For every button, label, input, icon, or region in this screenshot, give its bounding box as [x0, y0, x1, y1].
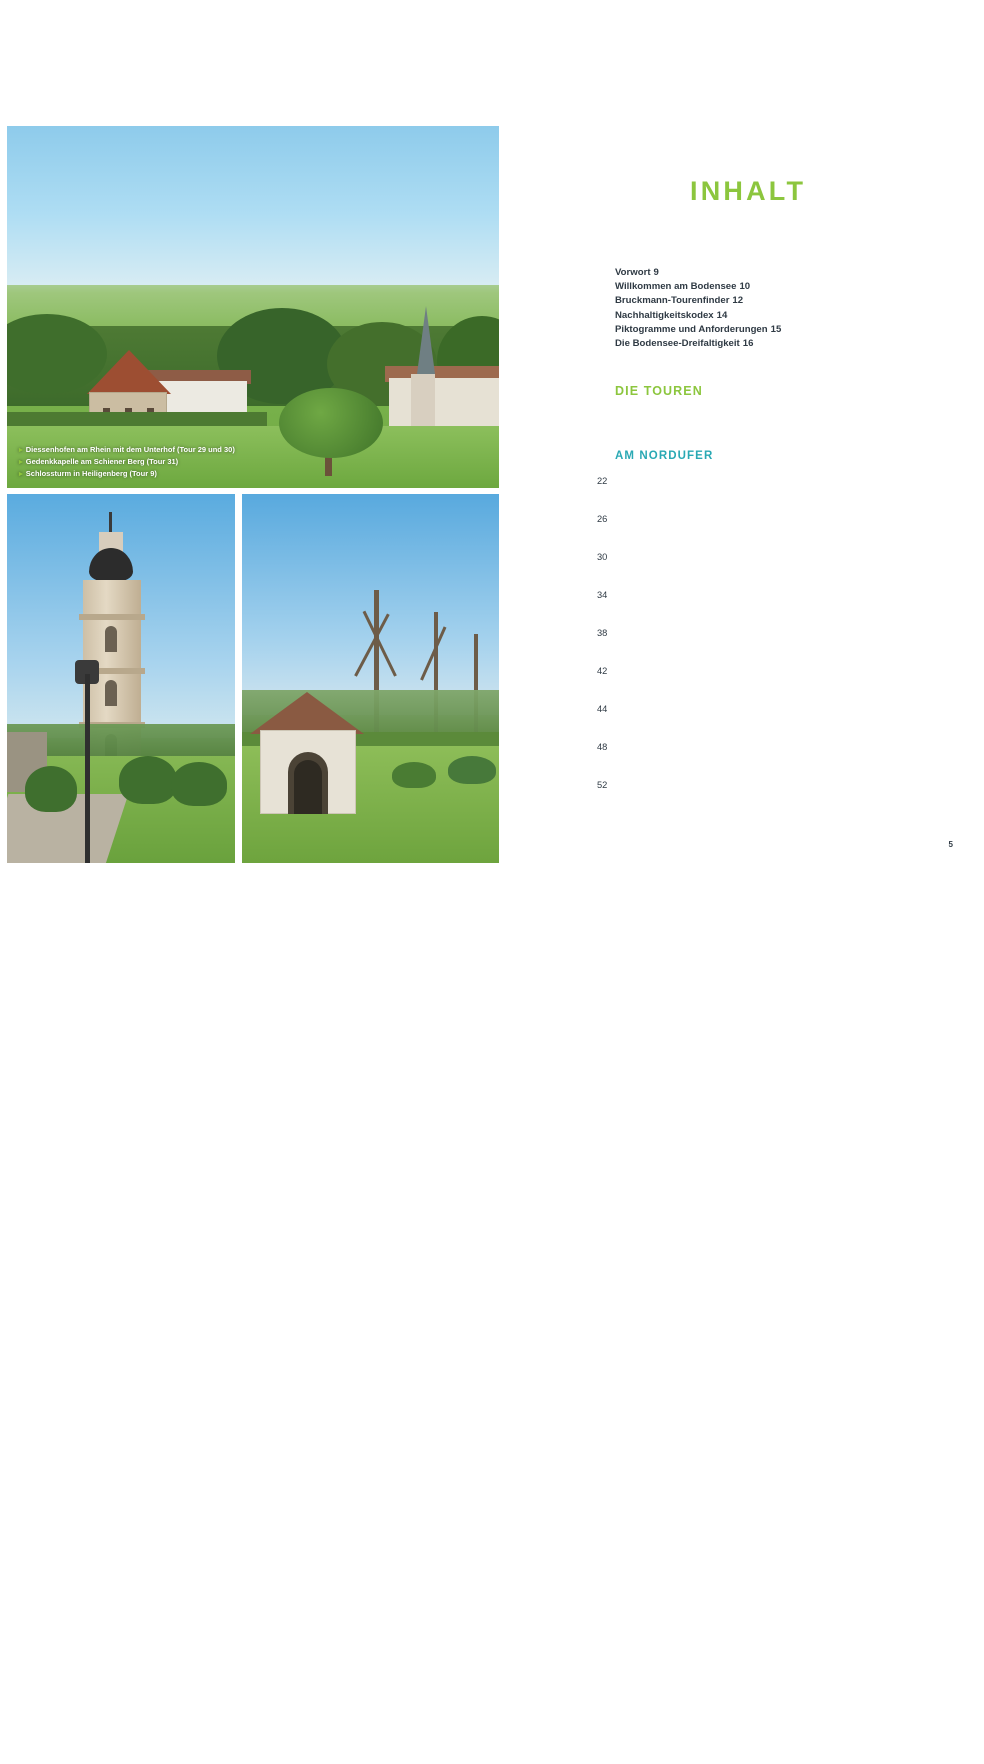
caption-line: ▸ Schlossturm in Heiligenberg (Tour 9): [19, 469, 157, 478]
cornice: [79, 614, 145, 620]
tour-page: 30: [597, 552, 984, 1536]
page-title: INHALT: [690, 176, 807, 206]
bush: [171, 762, 227, 806]
tour-page: 42: [597, 666, 984, 1650]
tour-page: 52: [597, 780, 984, 1764]
window: [105, 626, 117, 652]
photo-heiligenberg-tower: [7, 494, 235, 863]
tour-list: [597, 476, 917, 818]
toc-entry-label: Vorwort: [615, 267, 651, 278]
toc-entry[interactable]: [615, 337, 935, 351]
tour-page: 38: [597, 628, 984, 1612]
toc-entry-label: Nachhaltigkeitskodex: [615, 309, 714, 321]
toc-entry-label: Willkommen am Bodensee: [615, 281, 737, 293]
toc-entry[interactable]: [615, 280, 935, 294]
bush: [392, 762, 436, 788]
bush: [119, 756, 177, 804]
tour-page: 26: [597, 514, 984, 1498]
photo-captions: [7, 438, 245, 488]
tour-entry[interactable]: [597, 666, 917, 704]
toc-entry-label: Die Bodensee-Dreifaltigkeit: [615, 338, 740, 350]
tour-entry[interactable]: [597, 704, 917, 742]
tour-entry[interactable]: [597, 780, 917, 818]
sky: [242, 494, 499, 715]
church-spire: [417, 306, 435, 374]
toc-entry-page: 16: [742, 338, 754, 350]
page-folio: 5: [948, 840, 953, 849]
caption-line: ▸ Diessenhofen am Rhein mit dem Unterhof (Tour 29 und 30): [19, 445, 235, 454]
photo-diessenhofen: [7, 126, 499, 488]
toc-entry[interactable]: [615, 266, 935, 280]
front-matter-list: [615, 266, 935, 351]
toc-entry[interactable]: [615, 309, 935, 323]
section-heading-touren: DIE TOUREN: [615, 384, 703, 398]
bush: [25, 766, 77, 812]
tour-entry[interactable]: [597, 476, 917, 514]
tree-crown: [279, 388, 383, 458]
section-heading-norufer: AM NORDUFER: [615, 450, 714, 462]
window: [105, 680, 117, 706]
right-toc-page: [499, 126, 977, 863]
sky: [7, 126, 499, 285]
chapel-doorway: [294, 760, 322, 814]
toc-entry-page: 10: [739, 281, 751, 293]
bullet-icon: ▸: [19, 469, 23, 478]
photo-gedenkkapelle: [242, 494, 499, 863]
toc-entry-page: 12: [732, 295, 744, 307]
tour-page: 48: [597, 742, 984, 1726]
left-photo-page: [7, 126, 499, 863]
bush: [448, 756, 496, 784]
toc-entry-label: Bruckmann-Tourenfinder: [615, 295, 730, 307]
tour-entry[interactable]: [597, 552, 917, 590]
lamp-post: [85, 674, 90, 863]
toc-entry[interactable]: [615, 323, 935, 337]
toc-entry-label: Piktogramme und Anforderungen: [615, 323, 768, 335]
tour-entry[interactable]: [597, 742, 917, 780]
tour-entry[interactable]: [597, 628, 917, 666]
chapel-roof: [250, 692, 364, 734]
tour-page: 44: [597, 704, 984, 1688]
toc-entry-page: 15: [770, 323, 782, 335]
bullet-icon: ▸: [19, 445, 23, 454]
toc-entry-page: 9: [653, 267, 659, 278]
castle-roof: [87, 350, 171, 394]
toc-entry[interactable]: [615, 294, 935, 308]
toc-entry-page: 14: [716, 309, 728, 321]
bullet-icon: ▸: [19, 457, 23, 466]
finial: [109, 512, 112, 534]
tour-page: 34: [597, 590, 984, 1574]
tour-entry[interactable]: [597, 590, 917, 628]
caption-line: ▸ Gedenkkapelle am Schiener Berg (Tour 31): [19, 457, 179, 466]
tour-page: 22: [597, 476, 984, 1460]
tour-entry[interactable]: [597, 514, 917, 552]
